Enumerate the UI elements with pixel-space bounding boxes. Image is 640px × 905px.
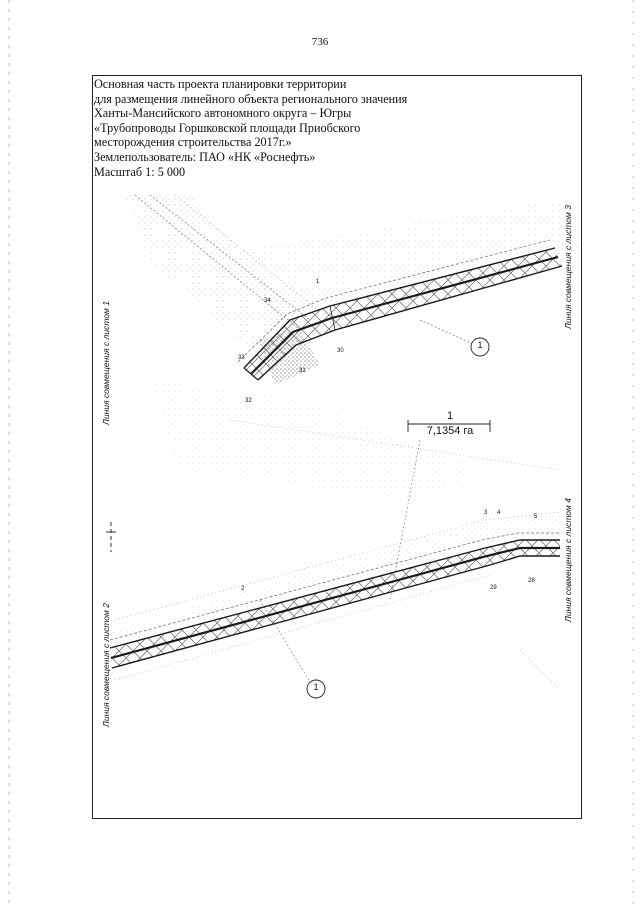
area-callout-number: 1 (446, 410, 454, 422)
point-label-29: 29 (490, 585, 497, 591)
grid-mark (106, 522, 116, 552)
point-label-28: 28 (528, 578, 535, 584)
scan-edge-right (632, 0, 634, 905)
point-label-34: 34 (264, 298, 271, 304)
point-label-2: 2 (241, 586, 245, 592)
lower-pipeline-corridor (110, 533, 560, 668)
title-line-4: «Трубопроводы Горшковской площади Приобского (94, 120, 361, 135)
title-line-5: месторождения строительства 2017г.» (94, 135, 292, 150)
page-number: 736 (311, 36, 329, 48)
match-line-sheet-4: Линия совмещения с листом 4 (563, 498, 573, 622)
point-label-5: 5 (534, 514, 538, 520)
point-label-4: 4 (497, 510, 501, 516)
point-label-30: 30 (337, 348, 344, 354)
upper-background-dots (125, 195, 580, 500)
point-label-33: 33 (238, 355, 245, 361)
point-label-32: 32 (245, 398, 252, 404)
match-line-sheet-1: Линия совмещения с листом 1 (101, 301, 111, 425)
zone-marker-lower: 1 (313, 682, 319, 692)
zone-marker-upper: 1 (477, 340, 483, 350)
point-label-31: 31 (299, 368, 306, 374)
point-label-3: 3 (484, 510, 488, 516)
land-user-line: Землепользователь: ПАО «НК «Роснефть» (94, 149, 316, 164)
title-line-3: Ханты-Мансийского автономного округа – Югры (94, 106, 352, 121)
match-line-sheet-3: Линия совмещения с листом 3 (563, 205, 573, 329)
title-line-2: для размещения линейного объекта регионального значения (94, 91, 408, 106)
area-callout-value: 7,1354 га (426, 425, 474, 437)
match-line-sheet-2: Линия совмещения с листом 2 (101, 603, 111, 727)
title-line-1: Основная часть проекта планировки территории (94, 77, 347, 91)
point-label-1: 1 (316, 279, 320, 285)
scan-edge-left (8, 0, 10, 905)
scale-line: Масштаб 1: 5 000 (94, 164, 186, 179)
